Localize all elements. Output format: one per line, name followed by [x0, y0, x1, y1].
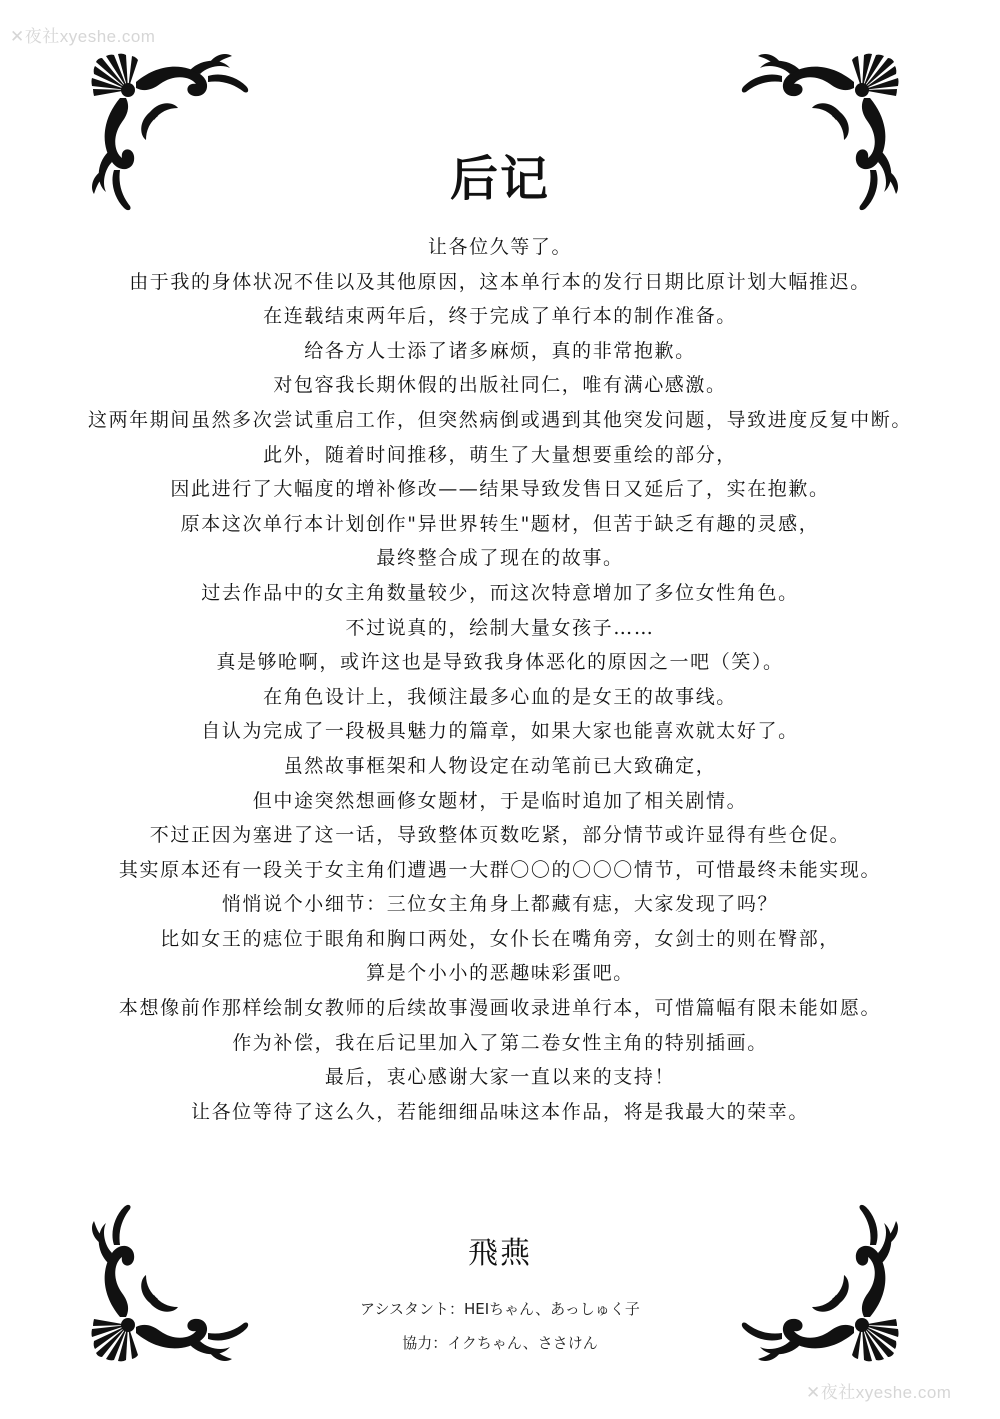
body-line: 不过正因为塞进了这一话，导致整体页数吃紧，部分情节或许显得有些仓促。 [149, 824, 851, 847]
body-line: 其实原本还有一段关于女主角们遭遇一大群〇〇的〇〇〇情节，可惜最终未能实现。 [118, 858, 882, 881]
body-line: 算是个小小的恶趣味彩蛋吧。 [366, 962, 634, 985]
body-line: 给各方人士添了诸多麻烦，真的非常抱歉。 [304, 339, 696, 362]
body-line: 最后，衷心感谢大家一直以来的支持！ [324, 1066, 676, 1089]
body-line: 真是够呛啊，或许这也是导致我身体恶化的原因之一吧（笑）。 [216, 651, 784, 674]
body-line: 自认为完成了一段极具魅力的篇章，如果大家也能喜欢就太好了。 [201, 720, 799, 743]
body-line: 作为补偿，我在后记里加入了第二卷女性主角的特别插画。 [232, 1031, 768, 1054]
body-line: 不过说真的，绘制大量女孩子…… [345, 616, 655, 639]
body-line: 因此进行了大幅度的增补修改——结果导致发售日又延后了，实在抱歉。 [170, 478, 830, 501]
author-name: 飛燕 [468, 1236, 532, 1271]
body-line: 过去作品中的女主角数量较少，而这次特意增加了多位女性角色。 [201, 581, 799, 604]
body-line: 对包容我长期休假的出版社同仁，唯有满心感激。 [273, 374, 727, 397]
body-line: 这两年期间虽然多次尝试重启工作，但突然病倒或遇到其他突发问题，导致进度反复中断。 [87, 408, 912, 431]
body-line: 由于我的身体状况不佳以及其他原因，这本单行本的发行日期比原计划大幅推迟。 [129, 270, 871, 293]
afterword-body [0, 230, 1000, 1129]
body-line: 在角色设计上，我倾注最多心血的是女王的故事线。 [263, 685, 737, 708]
cooperation-credit: 協力：イクちゃん、ささけん [402, 1334, 598, 1352]
body-line: 悄悄说个小细节：三位女主角身上都藏有痣，大家发现了吗？ [221, 893, 779, 916]
body-line: 比如女王的痣位于眼角和胸口两处，女仆长在嘴角旁，女剑士的则在臀部， [160, 927, 840, 950]
watermark-bottom: ✕夜社xyeshe.com [806, 1383, 952, 1402]
body-line: 本想像前作那样绘制女教师的后续故事漫画收录进单行本，可惜篇幅有限未能如愿。 [118, 997, 882, 1020]
body-line: 原本这次单行本计划创作"异世界转生"题材，但苦于缺乏有趣的灵感， [180, 512, 820, 535]
body-line: 虽然故事框架和人物设定在动笔前已大致确定， [283, 754, 717, 777]
page-title: 后记 [449, 151, 550, 207]
body-line: 让各位等待了这么久，若能细细品味这本作品，将是我最大的荣幸。 [190, 1100, 809, 1123]
body-line: 让各位久等了。 [427, 236, 573, 258]
body-line: 此外，随着时间推移，萌生了大量想要重绘的部分， [263, 443, 737, 466]
watermark-top: ✕夜社xyeshe.com [10, 27, 156, 46]
body-line: 最终整合成了现在的故事。 [376, 547, 624, 570]
body-line: 但中途突然想画修女题材，于是临时追加了相关剧情。 [252, 789, 748, 812]
assistant-credit: アシスタント：HEIちゃん、あっしゅく子 [360, 1300, 640, 1318]
body-line: 在连载结束两年后，终于完成了单行本的制作准备。 [263, 305, 737, 328]
